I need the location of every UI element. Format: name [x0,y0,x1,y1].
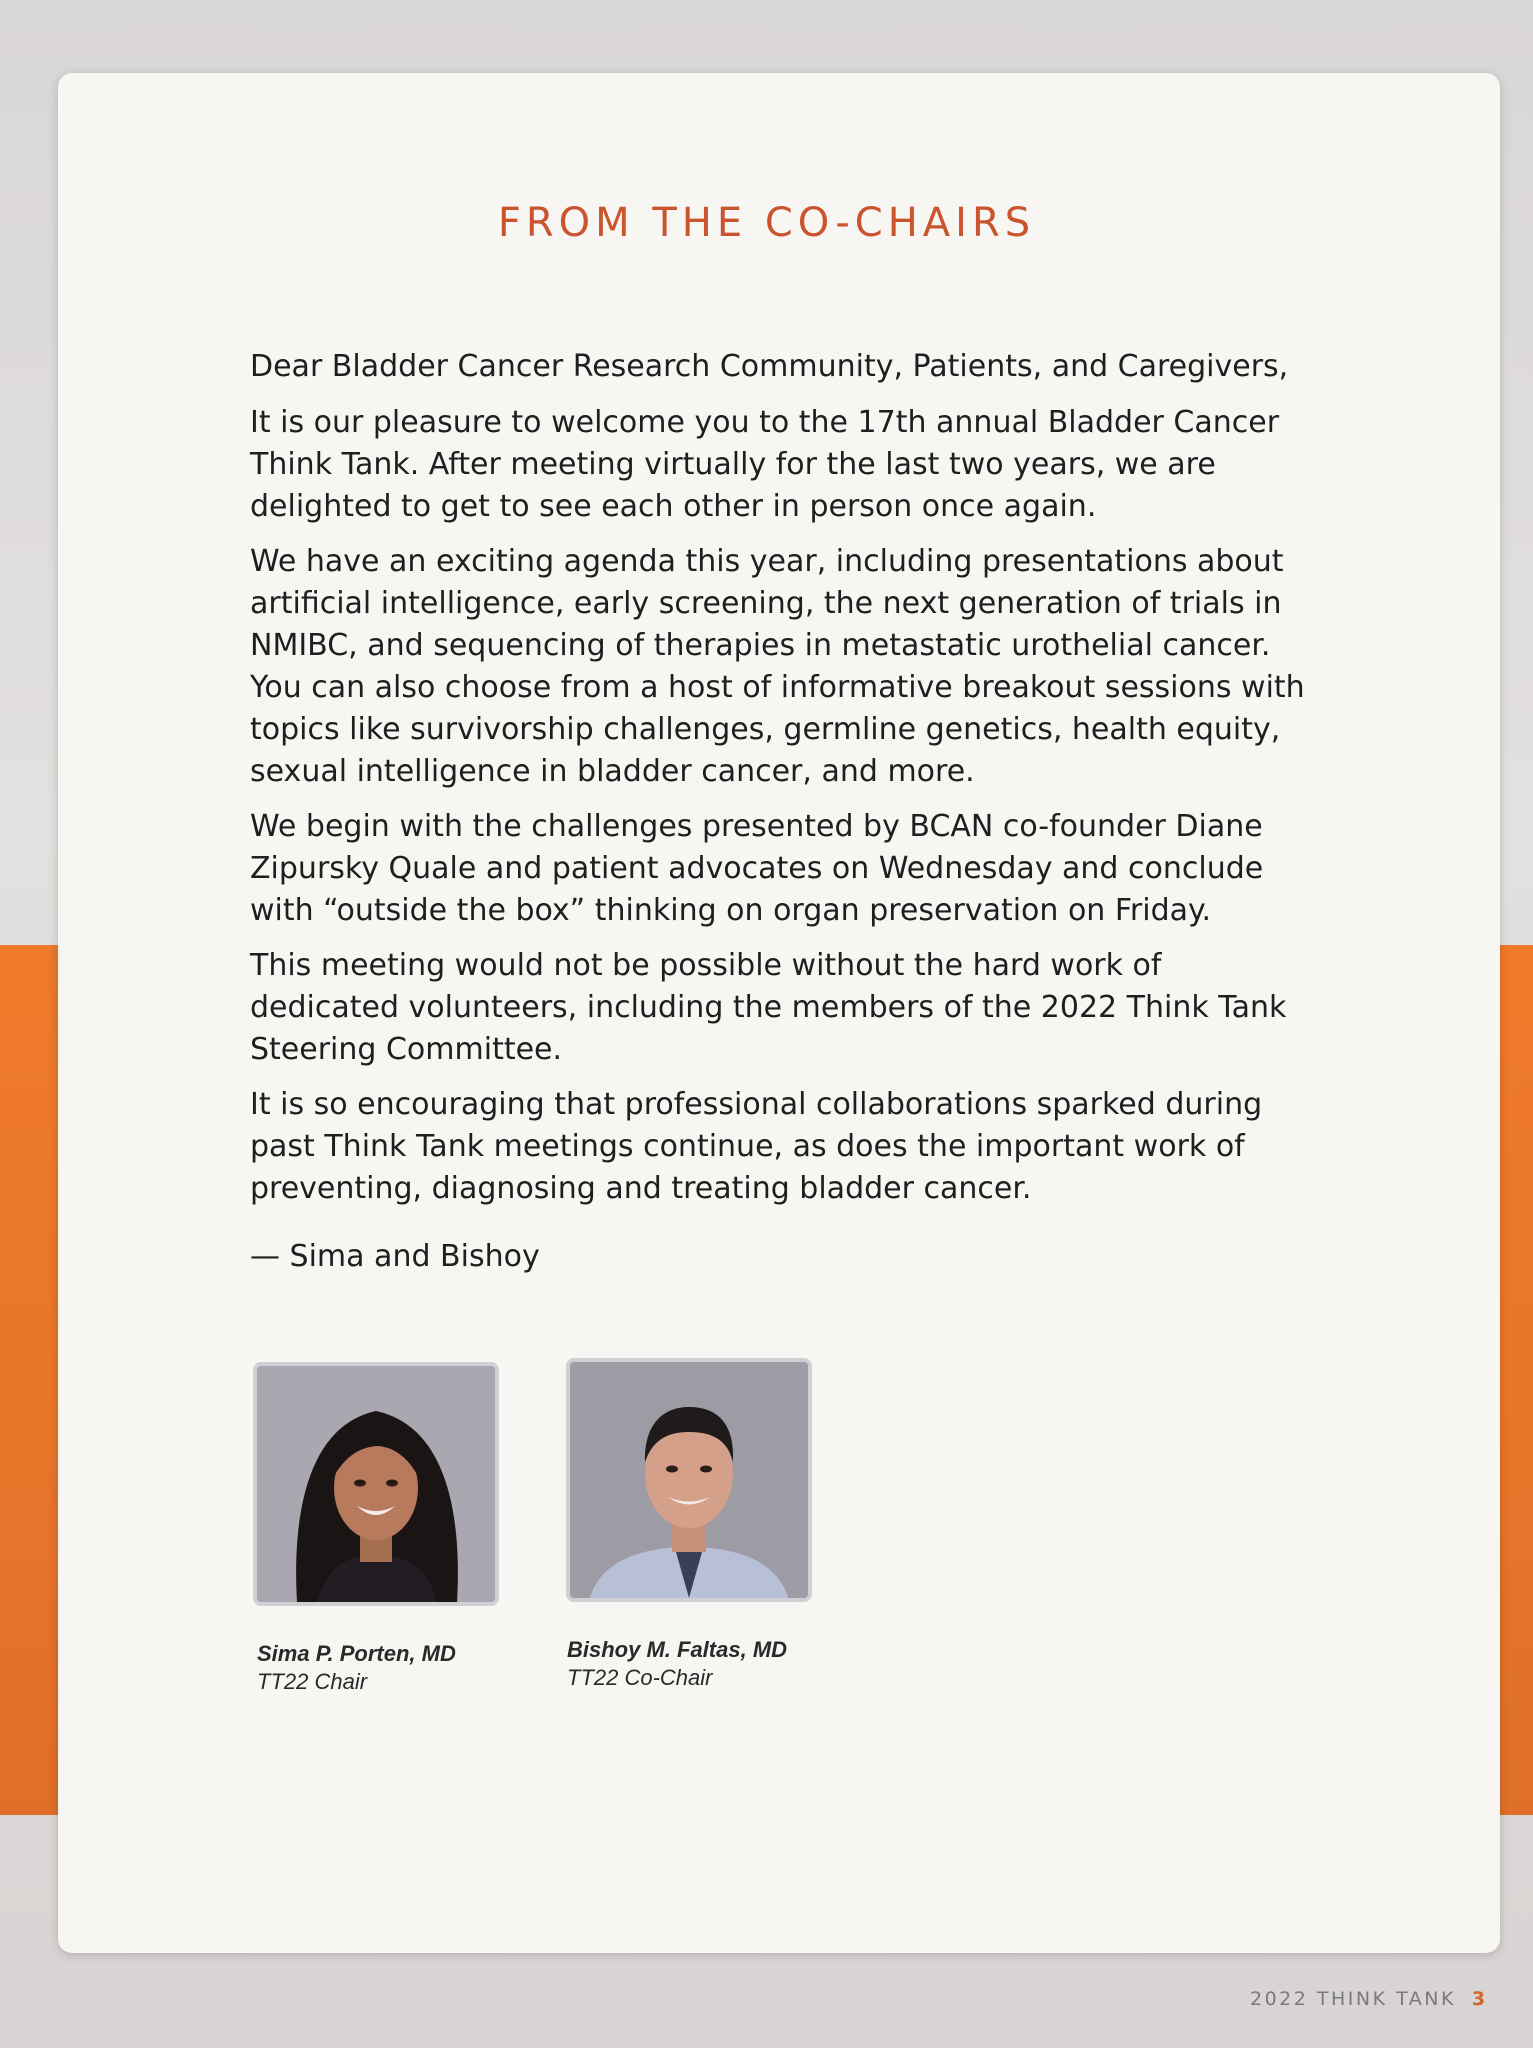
letter-paragraph: It is so encouraging that professional collaborations sparked during past Think Tank meetings continue, as does the important work of preventing, diagnosing and treating bladder cancer. [250,1087,1263,1206]
letter-paragraph: We begin with the challenges presented by BCAN co-founder Diane Zipursky Quale and patient advocates on Wednesday and conclude with “outside the box” thinking on organ preservation on Friday. [250,809,1264,928]
portrait-woman-image [257,1366,495,1602]
page-footer [1250,1988,1485,2010]
chair-portrait-photo [253,1362,499,1606]
co-chair-caption [567,1636,787,1692]
letter-salutation: Dear Bladder Cancer Research Community, Patients, and Caregivers, [250,349,1289,384]
co-chair-role: TT22 Co-Chair [567,1665,713,1690]
letter-paragraph: It is our pleasure to welcome you to the 17th annual Bladder Cancer Think Tank. After meeting virtually for the last two years, we are delighted to get to see each other in person once again. [250,405,1280,524]
chair-role: TT22 Chair [257,1669,368,1694]
page-number: 3 [1471,1988,1486,2010]
chair-name: Sima P. Porten, MD [257,1641,456,1666]
chair-caption [257,1640,456,1696]
co-chair-portrait-photo [566,1358,812,1602]
letter-body [250,346,1310,1291]
publication-name: 2022 THINK TANK [1250,1988,1456,2010]
letter-paragraph: This meeting would not be possible without the hard work of dedicated volunteers, including the members of the 2022 Think Tank Steering Committee. [250,948,1287,1067]
letter-paragraph: We have an exciting agenda this year, including presentations about artificial intelligence, early screening, the next generation of trials in NMIBC, and sequencing of therapies in metastatic urothelial cancer. You can also choose from a host of informative breakout sessions with topics like survivorship challenges, germline genetics, health equity, sexual intelligence in bladder cancer, and more. [250,544,1305,789]
letter-signoff: — Sima and Bishoy [250,1239,540,1274]
page-title: FROM THE CO-CHAIRS [497,200,1036,246]
co-chair-name: Bishoy M. Faltas, MD [567,1637,788,1662]
portrait-man-image [570,1362,808,1598]
